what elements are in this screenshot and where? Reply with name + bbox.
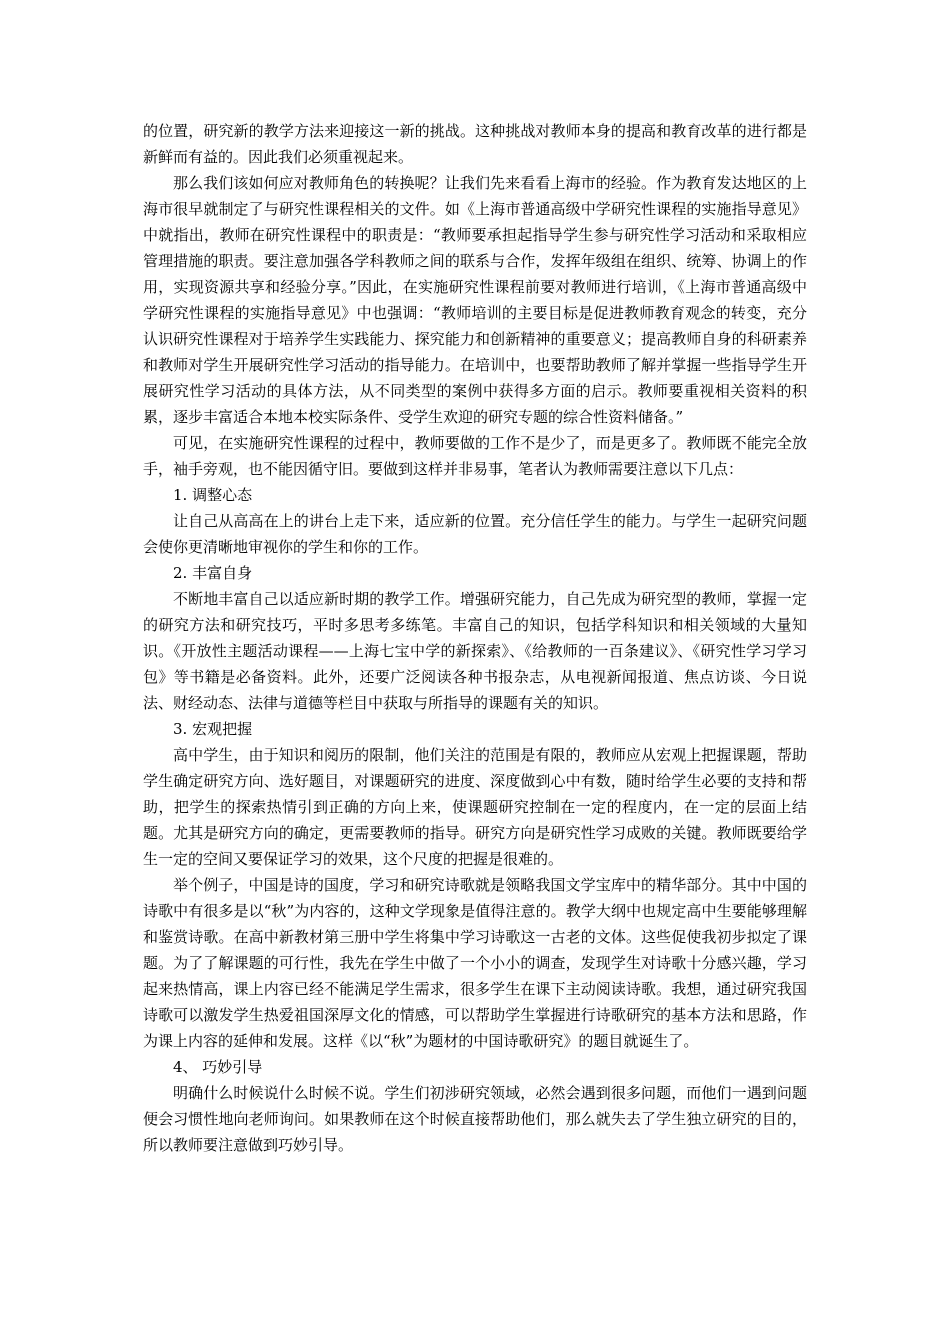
section-heading-1: 1. 调整心态 xyxy=(173,486,253,504)
paragraph-section-3: 高中学生，由于知识和阅历的限制，他们关注的范围是有限的，教师应从宏观上把握课题，帮助学生确定研究方向、选好题目，对课题研究的进度、深度做到心中有数，随时给学生必要的支持和帮助，把学生的探索热情引到正确的方向上来，使课题研究控制在一定的程度内，在一定的层面上结题。尤其是研究方向的确定，更需要教师的指导。研究方向是研究性学习成败的关键。教师既要给学生一定的空间又要保证学习的效果，这个尺度的把握是很难的。 xyxy=(143,746,807,868)
paragraph-teacher-work: 可见，在实施研究性课程的过程中，教师要做的工作不是少了，而是更多了。教师既不能完全放手，袖手旁观，也不能因循守旧。要做到这样并非易事，笔者认为教师需要注意以下几点： xyxy=(143,434,807,478)
document-body xyxy=(143,118,807,1158)
paragraph-shanghai-experience: 那么我们该如何应对教师角色的转换呢？让我们先来看看上海市的经验。作为教育发达地区的上海市很早就制定了与研究性课程相关的文件。如《上海市普通高级中学研究性课程的实施指导意见》中就指出，教师在研究性课程中的职责是：“教师要承担起指导学生参与研究性学习活动和采取相应管理措施的职责。要注意加强各学科教师之间的联系与合作，发挥年级组在组织、统筹、协调上的作用，实现资源共享和经验分享。”因此，在实施研究性课程前要对教师进行培训，《上海市普通高级中学研究性课程的实施指导意见》中也强调：“教师培训的主要目标是促进教师教育观念的转变，充分认识研究性课程对于培养学生实践能力、探究能力和创新精神的重要意义；提高教师自身的科研素养和教师对学生开展研究性学习活动的指导能力。在培训中，也要帮助教师了解并掌握一些指导学生开展研究性学习活动的具体方法，从不同类型的案例中获得多方面的启示。教师要重视相关资料的积累，逐步丰富适合本地本校实际条件、受学生欢迎的研究专题的综合性资料储备。” xyxy=(143,174,807,426)
paragraph-continuation: 的位置，研究新的教学方法来迎接这一新的挑战。这种挑战对教师本身的提高和教育改革的进行都是新鲜而有益的。因此我们必须重视起来。 xyxy=(143,122,807,166)
section-heading-4: 4、 巧妙引导 xyxy=(173,1058,263,1076)
section-heading-3: 3. 宏观把握 xyxy=(173,720,253,738)
paragraph-section-4: 明确什么时候说什么时候不说。学生们初涉研究领域，必然会遇到很多问题，而他们一遇到问题便会习惯性地向老师询问。如果教师在这个时候直接帮助他们，那么就失去了学生独立研究的目的，所以教师要注意做到巧妙引导。 xyxy=(143,1084,807,1154)
section-heading-2: 2. 丰富自身 xyxy=(173,564,253,582)
paragraph-example: 举个例子，中国是诗的国度，学习和研究诗歌就是领略我国文学宝库中的精华部分。其中中国的诗歌中有很多是以“秋”为内容的，这种文学现象是值得注意的。教学大纲中也规定高中生要能够理解和鉴赏诗歌。在高中新教材第三册中学生将集中学习诗歌这一古老的文体。这些促使我初步拟定了课题。为了了解课题的可行性，我先在学生中做了一个小小的调查，发现学生对诗歌十分感兴趣，学习起来热情高，课上内容已经不能满足学生需求，很多学生在课下主动阅读诗歌。我想，通过研究我国诗歌可以激发学生热爱祖国深厚文化的情感，可以帮助学生掌握进行诗歌研究的基本方法和思路，作为课上内容的延伸和发展。这样《以“秋”为题材的中国诗歌研究》的题目就诞生了。 xyxy=(143,876,807,1050)
paragraph-section-1: 让自己从高高在上的讲台上走下来，适应新的位置。充分信任学生的能力。与学生一起研究问题会使你更清晰地审视你的学生和你的工作。 xyxy=(143,512,807,556)
paragraph-section-2: 不断地丰富自己以适应新时期的教学工作。增强研究能力，自己先成为研究型的教师，掌握一定的研究方法和研究技巧，平时多思考多练笔。丰富自己的知识，包括学科知识和相关领域的大量知识。《开放性主题活动课程——上海七宝中学的新探索》、《给教师的一百条建议》、《研究性学习学习包》等书籍是必备资料。此外，还要广泛阅读各种书报杂志，从电视新闻报道、焦点访谈、今日说法、财经动态、法律与道德等栏目中获取与所指导的课题有关的知识。 xyxy=(143,590,807,712)
